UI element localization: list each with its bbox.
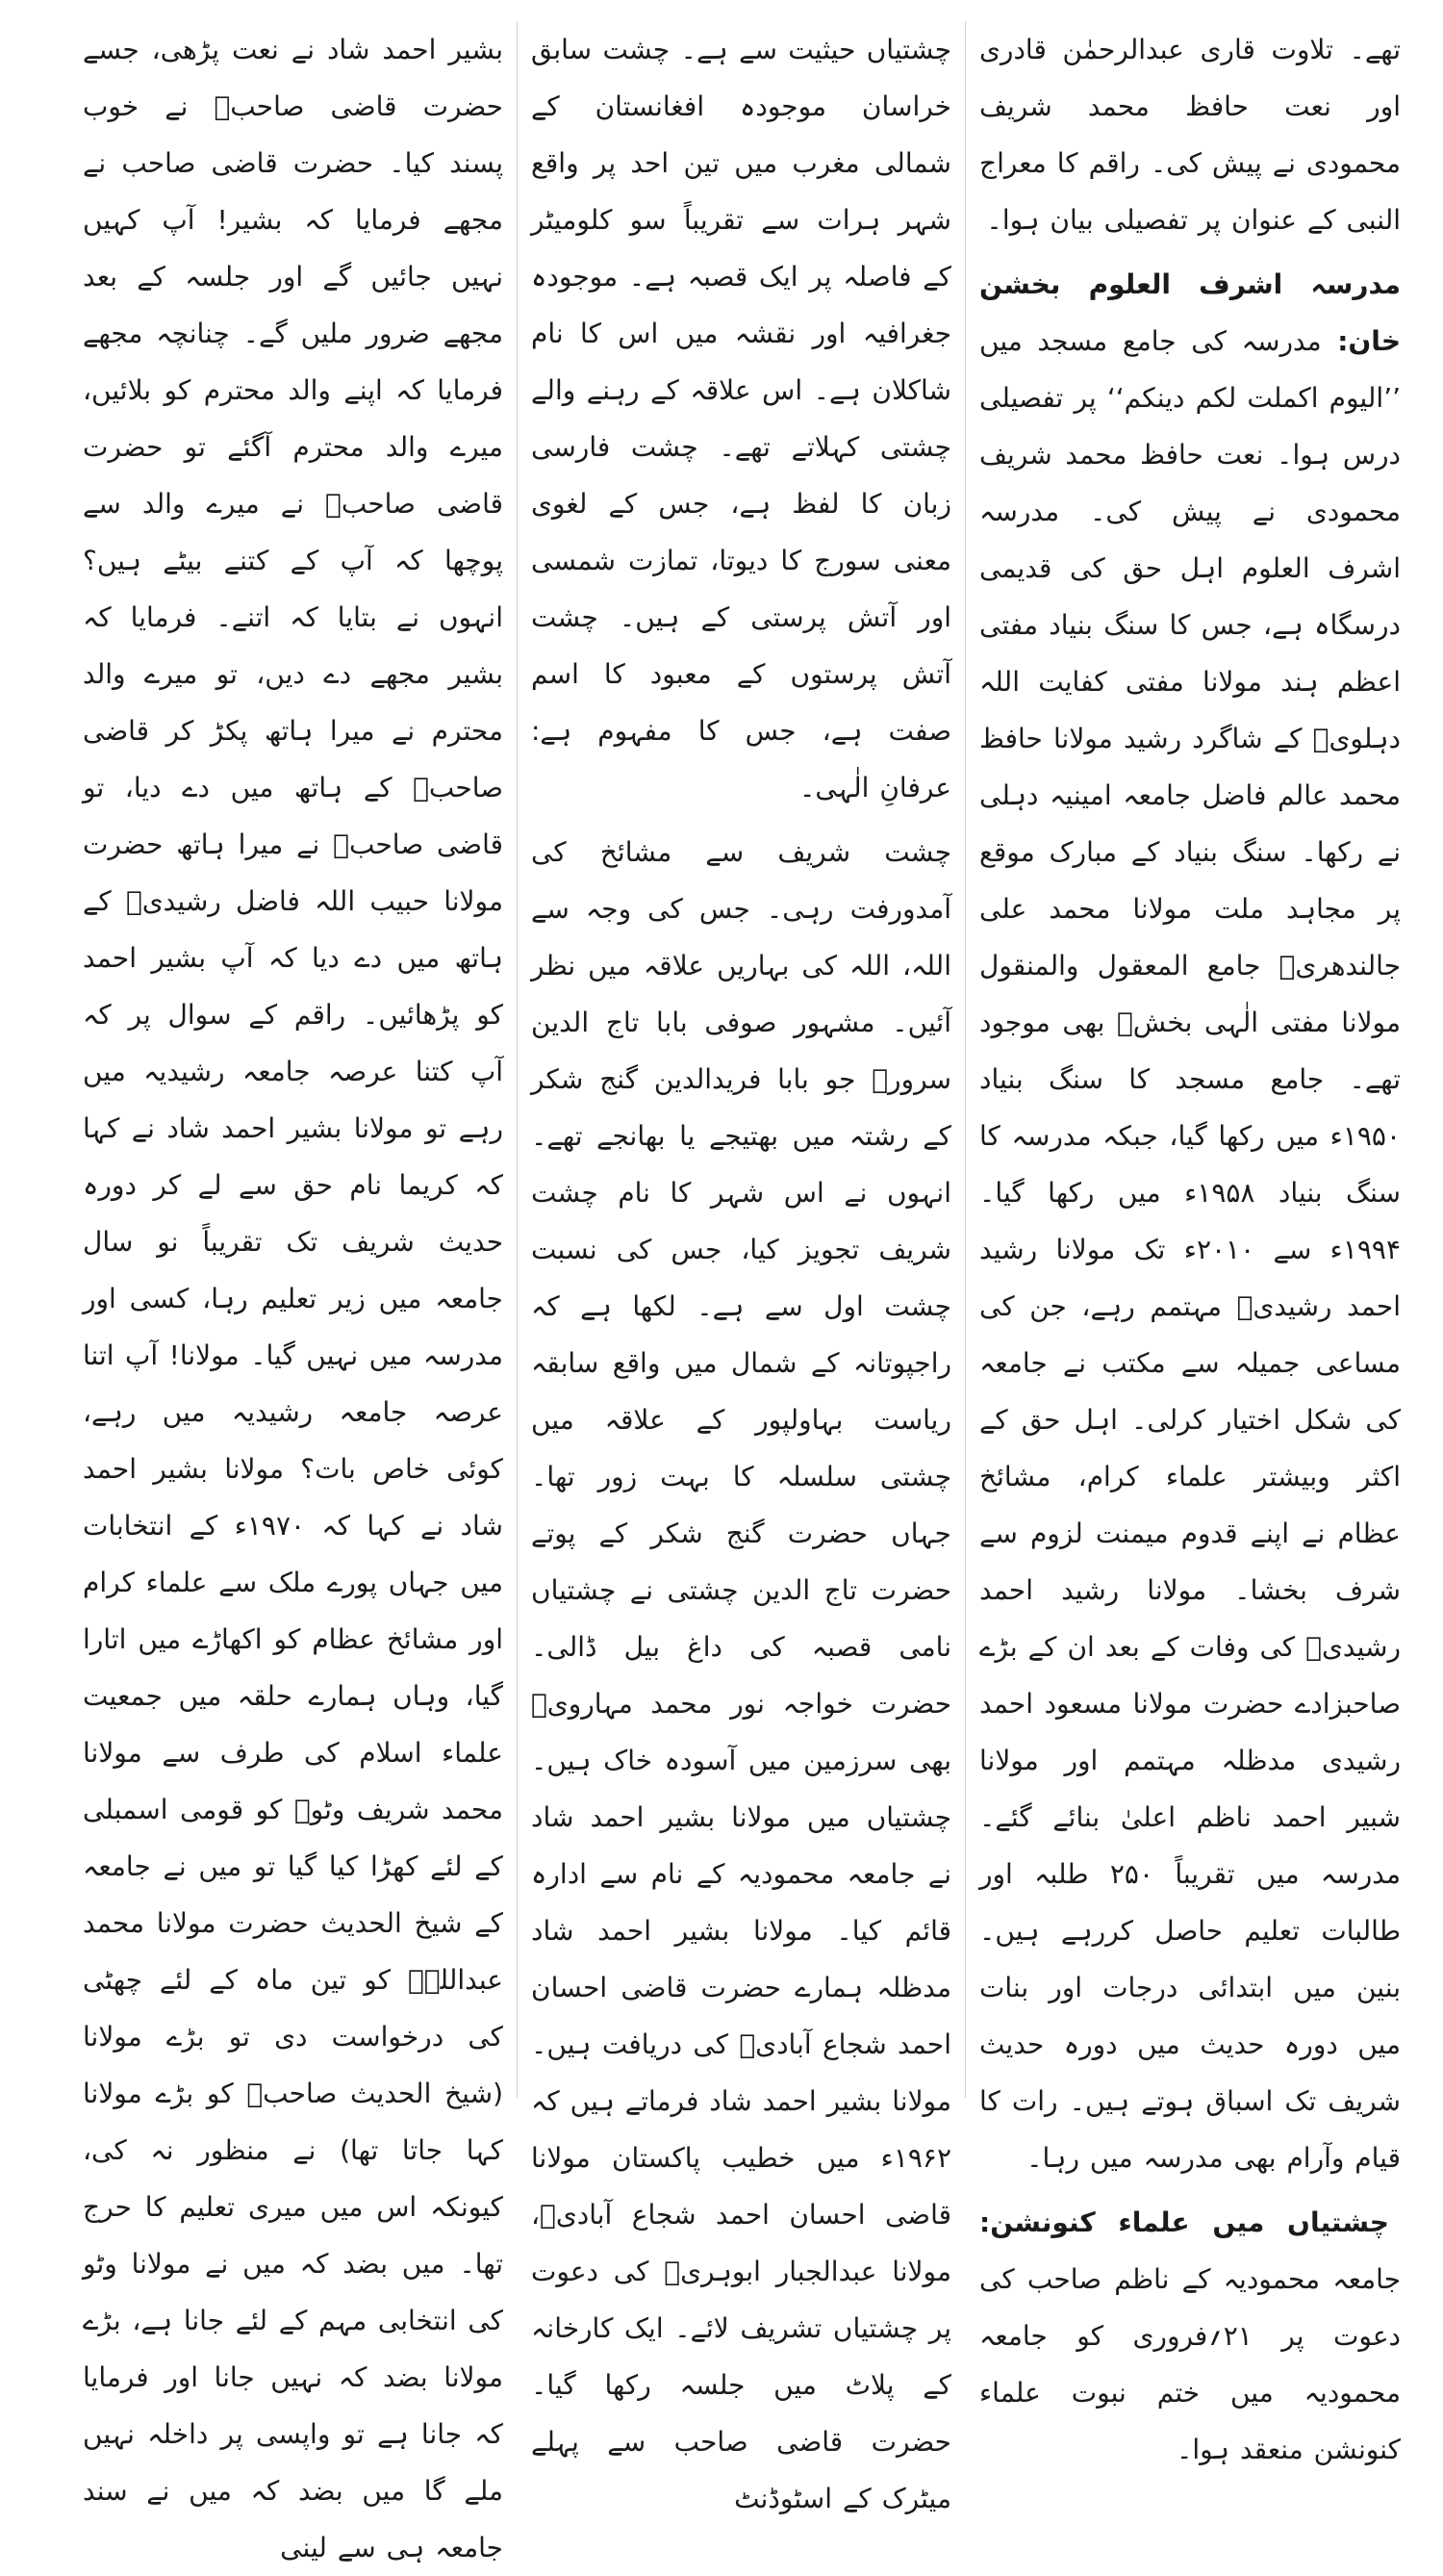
paragraph bbox=[83, 21, 503, 2576]
paragraph-text: بشیر احمد شاد نے نعت پڑھی، جسے حضرت قاضی صاحبؒ نے خوب پسند کیا۔ حضرت قاضی صاحب نے مجھے فرمایا کہ بشیر! آپ کہیں نہیں جائیں گے اور جلسہ کے بعد مجھے ضرور ملیں گے۔ چنانچہ مجھے فرمایا کہ اپنے والد محترم کو بلائیں، میرے والد محترم آگئے تو حضرت قاضی صاحبؒ نے میرے والد سے پوچھا کہ آپ کے کتنے بیٹے ہیں؟ انہوں نے بتایا کہ اتنے۔ فرمایا کہ بشیر مجھے دے دیں، تو میرے والد محترم نے میرا ہاتھ پکڑ کر قاضی صاحبؒ کے ہاتھ میں دے دیا، تو قاضی صاحبؒ نے میرا ہاتھ حضرت مولانا حبیب اللہ فاضل رشیدیؒ کے ہاتھ میں دے دیا کہ آپ بشیر احمد کو پڑھائیں۔ راقم کے سوال پر کہ آپ کتنا عرصہ جامعہ رشیدیہ میں رہے تو مولانا بشیر احمد شاد نے کہا کہ کریما نام حق سے لے کر دورہ حدیث شریف تک تقریباً نو سال جامعہ میں زیر تعلیم رہا، کسی اور مدرسہ میں نہیں گیا۔ مولانا! آپ اتنا عرصہ جامعہ رشیدیہ میں رہے، کوئی خاص بات؟ مولانا بشیر احمد شاد نے کہا کہ ۱۹۷۰ء کے انتخابات میں جہاں پورے ملک سے علماء کرام اور مشائخ عظام کو اکھاڑے میں اتارا گیا، وہاں ہمارے حلقہ میں جمعیت علماء اسلام کی طرف سے مولانا محمد شریف وٹوؒ کو قومی اسمبلی کے لئے کھڑا کیا گیا تو میں نے جامعہ کے شیخ الحدیث حضرت مولانا محمد عبداللہؒ کو تین ماہ کے لئے چھٹی کی درخواست دی تو بڑے مولانا (شیخ الحدیث صاحبؒ کو بڑے مولانا کہا جاتا تھا) نے منظور نہ کی، کیونکہ اس میں میری تعلیم کا حرج تھا۔ میں بضد کہ میں نے مولانا وٹو کی انتخابی مہم کے لئے جانا ہے، بڑے مولانا بضد کہ نہیں جانا اور فرمایا کہ جانا ہے تو واپسی پر داخلہ نہیں ملے گا میں بضد کہ میں نے سند جامعہ ہی سے لینی bbox=[83, 34, 504, 2563]
paragraph-text: تھے۔ تلاوت قاری عبدالرحمٰن قادری اور نعت حافظ محمد شریف محمودی نے پیش کی۔ راقم کا معراج النبی کے عنوان پر تفصیلی بیان ہوا۔ bbox=[979, 34, 1401, 236]
paragraph bbox=[531, 824, 951, 2527]
paragraph-heading: چشتیاں میں علماء کنونشن: bbox=[979, 2206, 1389, 2238]
paragraph bbox=[979, 21, 1401, 248]
paragraph bbox=[979, 2194, 1401, 2478]
column-middle bbox=[518, 21, 966, 2514]
paragraph-heading: مدرسہ اشرف العلوم بخشن خان: bbox=[979, 268, 1401, 357]
paragraph bbox=[531, 21, 951, 816]
paragraph bbox=[979, 256, 1401, 2186]
paragraph-text: چشت شریف سے مشائخ کی آمدورفت رہی۔ جس کی وجہ سے اللہ، اللہ کی بہاریں علاقہ میں نظر آئیں۔ مشہور صوفی بابا تاج الدین سرورؒ جو بابا فریدالدین گنج شکر کے رشتہ میں بھتیجے یا بھانجے تھے۔ انہوں نے اس شہر کا نام چشت شریف تجویز کیا، جس کی نسبت چشت اول سے ہے۔ لکھا ہے کہ راجپوتانہ کے شمال میں واقع سابقہ ریاست بہاولپور کے علاقہ میں چشتی سلسلہ کا بہت زور تھا۔ جہاں حضرت گنج شکر کے پوتے حضرت تاج الدین چشتی نے چشتیاں نامی قصبہ کی داغ بیل ڈالی۔ حضرت خواجہ نور محمد مہارویؒ بھی سرزمین میں آسودہ خاک ہیں۔ چشتیاں میں مولانا بشیر احمد شاد نے جامعہ محمودیہ کے نام سے ادارہ قائم کیا۔ مولانا بشیر احمد شاد مدظلہ ہمارے حضرت قاضی احسان احمد شجاع آبادیؒ کی دریافت ہیں۔ مولانا بشیر احمد شاد فرماتے ہیں کہ ۱۹۶۲ء میں خطیب پاکستان مولانا قاضی احسان احمد شجاع آبادیؒ، مولانا عبدالجبار ابوہریؒ کی دعوت پر چشتیاں تشریف لائے۔ ایک کارخانہ کے پلاٹ میں جلسہ رکھا گیا۔ حضرت قاضی صاحب سے پہلے میٹرک کے اسٹوڈنٹ bbox=[531, 836, 951, 2514]
paragraph-text: چشتیاں حیثیت سے ہے۔ چشت سابق خراسان موجودہ افغانستان کے شمالی مغرب میں تین احد پر واقع شہر ہرات سے تقریباً سو کلومیٹر کے فاصلہ پر ایک قصبہ ہے۔ موجودہ جغرافیہ اور نقشہ میں اس کا نام شاکلان ہے۔ اس علاقہ کے رہنے والے چشتی کہلاتے تھے۔ چشت فارسی زبان کا لفظ ہے، جس کے لغوی معنی سورج کا دیوتا، تمازت شمسی اور آتش پرستی کے ہیں۔ چشت آتش پرستوں کے معبود کا اسم صفت ہے، جس کا مفہوم ہے: عرفانِ الٰہی۔ bbox=[531, 34, 951, 803]
column-left bbox=[69, 21, 518, 2563]
column-right bbox=[966, 21, 1414, 2465]
paragraph-text: مدرسہ کی جامع مسجد میں ’’الیوم اکملت لکم دینکم‘‘ پر تفصیلی درس ہوا۔ نعت حافظ محمد شریف محمودی نے پیش کی۔ مدرسہ اشرف العلوم اہل حق کی قدیمی درسگاہ ہے، جس کا سنگ بنیاد مفتی اعظم ہند مولانا مفتی کفایت اللہ دہلویؒ کے شاگرد رشید مولانا حافظ محمد عالم فاضل جامعہ امینیہ دہلی نے رکھا۔ سنگ بنیاد کے مبارک موقع پر مجاہد ملت مولانا محمد علی جالندھریؒ جامع المعقول والمنقول مولانا مفتی الٰہی بخشؒ بھی موجود تھے۔ جامع مسجد کا سنگ بنیاد ۱۹۵۰ء میں رکھا گیا، جبکہ مدرسہ کا سنگ بنیاد ۱۹۵۸ء میں رکھا گیا۔ ۱۹۹۴ء سے ۲۰۱۰ء تک مولانا رشید احمد رشیدیؒ مہتمم رہے، جن کی مساعی جمیلہ سے مکتب نے جامعہ کی شکل اختیار کرلی۔ اہل حق کے اکثر وبیشتر علماء کرام، مشائخ عظام نے اپنے قدوم میمنت لزوم سے شرف بخشا۔ مولانا رشید احمد رشیدیؒ کی وفات کے بعد ان کے بڑے صاحبزادے حضرت مولانا مسعود احمد رشیدی مدظلہ مہتمم اور مولانا شبیر احمد ناظم اعلیٰ بنائے گئے۔ مدرسہ میں تقریباً ۲۵۰ طلبہ اور طالبات تعلیم حاصل کررہے ہیں۔ بنین میں ابتدائی درجات اور بنات میں دورہ حدیث میں دورہ حدیث شریف تک اسباق ہوتے ہیں۔ رات کا قیام وآرام بھی مدرسہ میں رہا۔ bbox=[979, 325, 1401, 2174]
paragraph-text: جامعہ محمودیہ کے ناظم صاحب کی دعوت پر ۲۱؍فروری کو جامعہ محمودیہ میں ختم نبوت علماء کنونشن منعقد ہوا۔ bbox=[979, 2263, 1402, 2465]
